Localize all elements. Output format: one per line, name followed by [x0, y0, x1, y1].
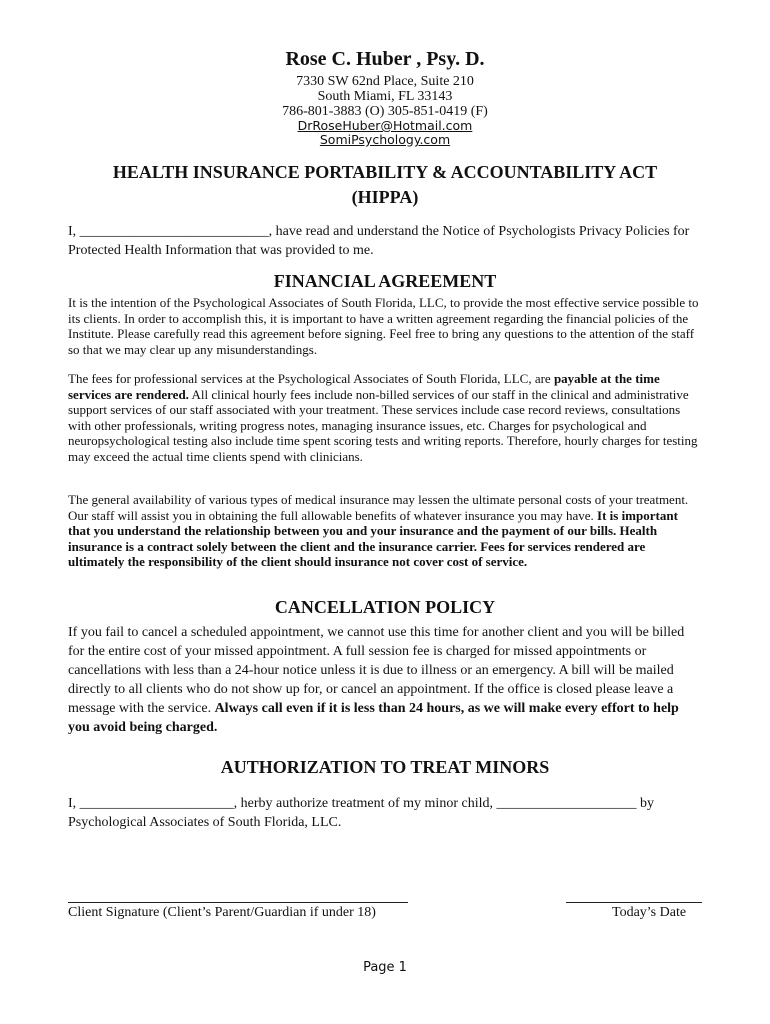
page-number: Page 1 [363, 960, 407, 975]
client-signature-line[interactable] [68, 902, 408, 903]
financial-p2-text-a: The fees for professional services at the Psychological Associates of South Florida, LLC, are [68, 371, 554, 386]
financial-p2-bold: payable at the time services are rendered. [68, 371, 660, 402]
hippa-title [40, 160, 730, 210]
financial-paragraph-1: It is the intention of the Psychological Associates of South Florida, LLC, to provide the most effective service possible to its clients. In order to accomplish this, it is important to have a written agreement regarding the financial policies of the Institute. Please carefully read this agreement before signing. Feel free to bring any questions to the attention of the staff so that we may clear up any misunderstandings. [68, 295, 699, 357]
practitioner-name: Rose C. Huber , Psy. D. [285, 48, 485, 70]
cancellation-text: If you fail to cancel a scheduled appointment, we cannot use this time for another client and you will be billed for the entire cost of your missed appointment. A full session fee is charged for missed appointments or cancellations with less than a 24-hour notice unless it is due to illness or an emergency. A bill will be mailed directly to all clients who do not show up for, or cancel an appointment. If the office is closed please leave a message with the service. [68, 625, 685, 716]
client-signature-label: Client Signature (Client’s Parent/Guardian if under 18) [68, 905, 376, 920]
financial-agreement-title: FINANCIAL AGREEMENT [273, 271, 497, 291]
minors-statement: I, ______________________, herby authorize treatment of my minor child, ____________________ by Psychological Associates of South Florida, LLC. [68, 796, 654, 830]
financial-p3-bold: It is important that you understand the relationship between you and your insurance and the payment of our bills. Health insurance is a contract solely between the client and the insurance carrier. Fees for services rendered are ultimately the responsibility of the client should insurance not cover cost of service. [68, 507, 678, 570]
date-label: Today’s Date [612, 905, 687, 920]
authorization-minors-title: AUTHORIZATION TO TREAT MINORS [220, 757, 550, 777]
cancellation-bold: Always call even if it is less than 24 hours, as we will make every effort to help you avoid being charged. [68, 701, 679, 735]
email-link[interactable]: DrRoseHuber@Hotmail.com [297, 118, 473, 133]
website-link[interactable]: SomiPsychology.com [319, 132, 451, 147]
address-line-2: South Miami, FL 33143 [317, 89, 453, 104]
hippa-title-line-1: HEALTH INSURANCE PORTABILITY & ACCOUNTABILITY ACT [112, 162, 658, 182]
phone-numbers: 786-801-3883 (O) 305-851-0419 (F) [282, 104, 488, 119]
cancellation-policy-title: CANCELLATION POLICY [274, 597, 496, 617]
hippa-title-line-2: (HIPPA) [351, 187, 419, 207]
financial-paragraph-3 [68, 492, 700, 570]
financial-paragraph-2 [68, 371, 700, 465]
cancellation-paragraph [68, 623, 700, 737]
financial-p3-text: The general availability of various types of medical insurance may lessen the ultimate personal costs of your treatment. Our staff will assist you in obtaining the full allowable benefits of whatever insurance you may have. [68, 492, 689, 523]
letterhead [0, 46, 770, 147]
financial-p2-text-b: All clinical hourly fees include non-billed services of our staff in the clinical and administrative support services of our staff associated with your treatment. These services include case record reviews, consultations with other professionals, writing progress notes, managing insurance issues, etc. Charges for psychological and neuropsychological testing also include time spent scoring tests and writing reports. Therefore, hourly charges for testing may exceed the actual time clients spend with clinicians. [68, 386, 698, 464]
address-line-1: 7330 SW 62nd Place, Suite 210 [296, 74, 474, 89]
date-line[interactable] [566, 902, 702, 903]
hippa-statement: I, ___________________________, have read and understand the Notice of Psychologists Privacy Policies for Protected Health Information that was provided to me. [68, 224, 690, 258]
